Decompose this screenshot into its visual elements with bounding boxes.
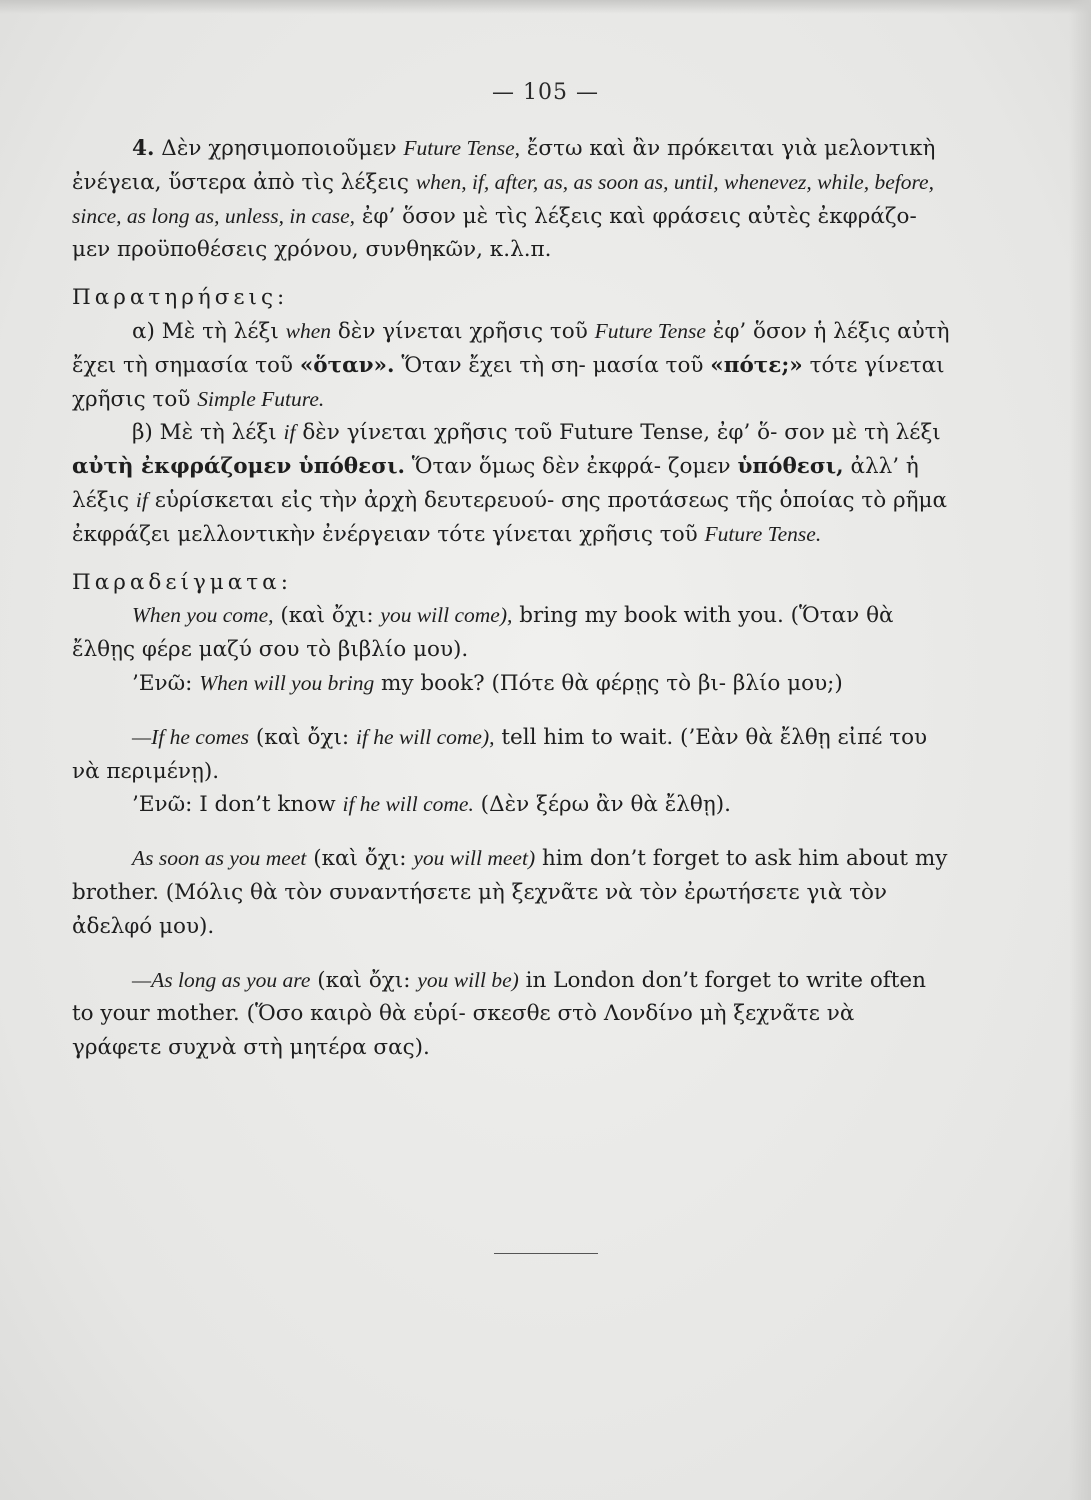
example-3: —If he comes (καὶ ὄχι: if he will come), tell him to wait. (’Εὰν θὰ ἔλθῃ εἰπέ του νὰ περιμένῃ).: [72, 724, 928, 784]
example-5: As soon as you meet (καὶ ὄχι: you will meet) him don’t forget to ask him about my brother. (Μόλις θὰ τὸν συναντήσετε μὴ ξεχνᾶτε νὰ τὸν ἐρωτήσετε γιὰ τὸν ἀδελφό μου).: [72, 846, 948, 939]
page-number: — 105 —: [492, 80, 599, 105]
example-2: ’Ενῶ: When will you bring my book? (Πότε θὰ φέρῃς τὸ βι- βλίο μου;): [132, 670, 843, 696]
paragraph-number: 4.: [132, 136, 155, 161]
remarks-heading: Παρατηρήσεις:: [72, 285, 289, 311]
example-1: When you come, (καὶ ὄχι: you will come), bring my book with you. (Ὅταν θὰ ἔλθῃς φέρε μαζύ σου τὸ βιβλίο μου).: [72, 603, 894, 663]
example-4: ’Ενῶ: I don’t know if he will come. (Δὲν ξέρω ἂν θὰ ἔλθῃ).: [132, 792, 731, 818]
end-rule: [494, 1253, 598, 1254]
paragraph-4: 4. Δὲν χρησιμοποιοῦμεν Future Tense, ἔστω καὶ ἂν πρόκειται γιὰ μελοντικὴ ἐνέγεια, ὕστερα ἀπὸ τὶς λέξεις when, if, after, as, as soon as, until, whenevez, while, before, since, as long as, unless, in case, ἐφ’ ὅσον μὲ τὶς λέξεις καὶ φράσεις αὐτὲς ἐκφράζο- μεν προϋποθέσεις χρόνου, συνθηκῶν, κ.λ.π.: [72, 136, 936, 263]
remark-a: α) Μὲ τὴ λέξι when δὲν γίνεται χρῆσις τοῦ Future Tense ἐφ’ ὅσον ἡ λέξις αὐτὴ ἔχει τὴ σημασία τοῦ «ὅταν». Ὅταν ἔχει τὴ ση- μασία τοῦ «πότε;» τότε γίνεται χρῆσις τοῦ Simple Future.: [72, 318, 950, 412]
examples-heading: Παραδείγματα:: [72, 569, 292, 595]
conjunction-list: when, if, after, as, as soon as, until, whenevez, while, before, since, as long as, unless, in case,: [72, 169, 934, 228]
remark-b: β) Μὲ τὴ λέξι if δὲν γίνεται χρῆσις τοῦ Future Tense, ἐφ’ ὅ- σον μὲ τὴ λέξι αὐτὴ ἐκφράζομεν ὑπόθεσι. Ὅταν ὅμως δὲν ἐκφρά- ζομεν ὑπόθεσι, ἀλλ’ ἡ λέξις if εὑρίσκεται εἰς τὴν ἀρχὴ δευτερευού- σης προτάσεως τῆς ὁποίας τὸ ρῆμα ἐκφράζει μελλοντικὴν ἐνέργειαν τότε γίνεται χρῆσις τοῦ Future Tense.: [72, 420, 948, 547]
example-6: —As long as you are (καὶ ὄχι: you will be) in London don’t forget to write often to your mother. (Ὅσο καιρὸ θὰ εὑρί- σκεσθε στὸ Λονδίνο μὴ ξεχνᾶτε νὰ γράφετε συχνὰ στὴ μητέρα σας).: [72, 967, 926, 1061]
page-body: [72, 132, 950, 1065]
